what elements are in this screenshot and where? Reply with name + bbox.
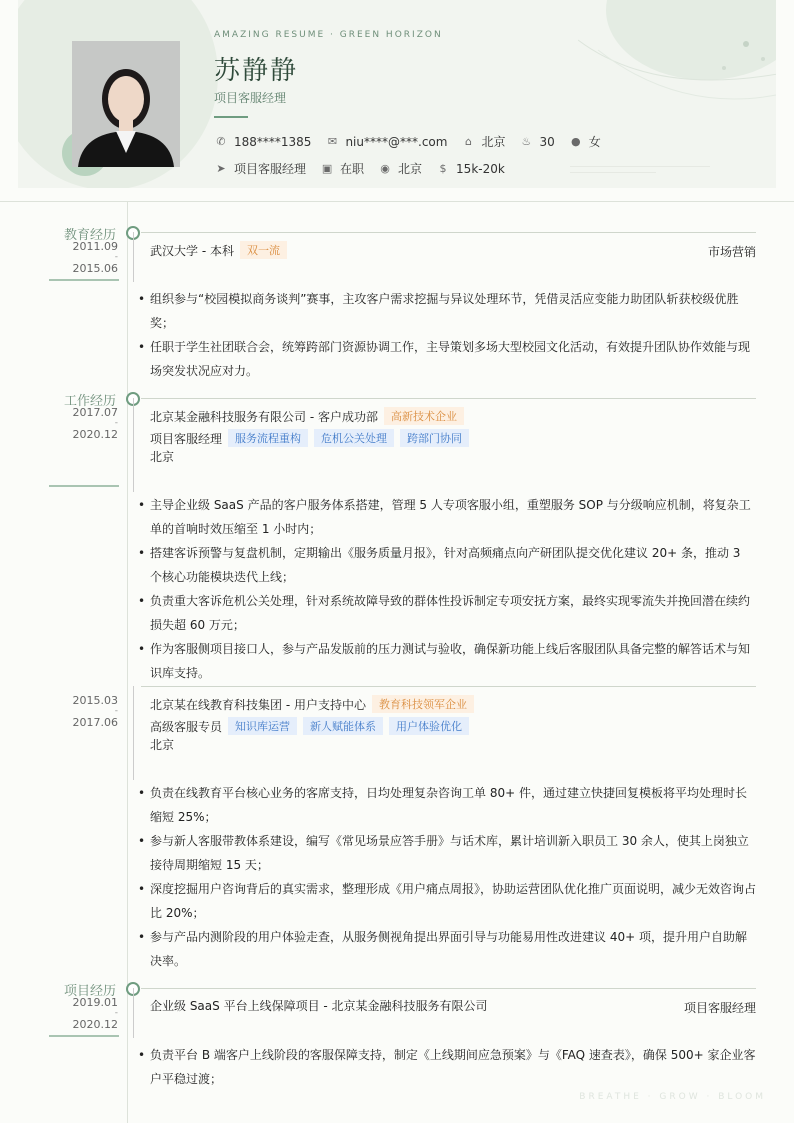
list-item: • 搭建客诉预警与复盘机制，定期输出《服务质量月报》，针对高频痛点向产研团队提交优化建议 20+ 条，推动 3 个核心功能模块迭代上线； xyxy=(138,546,741,584)
company-name: 北京某在线教育科技集团 - 用户支持中心 xyxy=(150,697,366,712)
list-item: • 参与产品内测阶段的用户体验走查，从服务侧视角提出界面引导与功能易用性改进建议 40+ 项，提升用户自助解决率。 xyxy=(138,930,747,968)
decor-line xyxy=(570,166,710,167)
job-header xyxy=(150,695,474,713)
education-header xyxy=(150,241,287,259)
project-name: 企业级 SaaS 平台上线保障项目 - 北京某金融科技服务有限公司 xyxy=(150,999,488,1013)
section-title-education: 教育经历 xyxy=(63,228,116,243)
entry-bar xyxy=(133,686,134,780)
skill-tag: 新人赋能体系 xyxy=(303,717,383,735)
tagline: AMAZING RESUME · GREEN HORIZON xyxy=(214,30,443,40)
info-row-2 xyxy=(214,160,505,177)
footer-motto: BREATHE · GROW · BLOOM xyxy=(579,1092,766,1102)
home-icon: ⌂ xyxy=(464,135,472,148)
list-item: • 任职于学生社团联合会，统筹跨部门资源协调工作，主导策划多场大型校园文化活动，有效提升团队协作效能与现场突发状况应对力。 xyxy=(138,340,751,378)
mail-icon: ✉ xyxy=(327,135,338,148)
job-header xyxy=(150,407,464,425)
target-position-info: ➤ 项目客服经理 xyxy=(214,160,306,177)
phone-info: ✆ 188****1385 xyxy=(214,133,311,150)
city-info: ◉ 北京 xyxy=(378,160,422,177)
list-item: • 主导企业级 SaaS 产品的客户服务体系搭建，管理 5 人专项客服小组，重塑服务 SOP 与分级响应机制，将复杂工单的首响时效压缩至 1 小时内； xyxy=(138,498,751,536)
job-city: 北京 xyxy=(150,450,175,464)
skill-tag: 知识库运营 xyxy=(228,717,297,735)
list-item: • 组织参与“校园模拟商务谈判”赛事，主攻客户需求挖掘与异议处理环节，凭借灵活应变能力助团队斩获校级优胜奖； xyxy=(138,292,739,330)
home-info: ⌂ 北京 xyxy=(461,133,505,150)
send-icon: ➤ xyxy=(216,162,226,175)
skill-tag: 跨部门协同 xyxy=(400,429,469,447)
money-icon: $ xyxy=(439,162,447,175)
header-divider xyxy=(0,201,794,202)
salary-info: $ 15k-20k xyxy=(436,160,505,177)
decor-line xyxy=(570,172,656,173)
section-title-work: 工作经历 xyxy=(63,394,116,409)
job-position: 项目客服经理 xyxy=(150,431,223,446)
email-info: ✉ niu****@***.com xyxy=(325,133,447,150)
skill-tag: 危机公关处理 xyxy=(314,429,394,447)
info-row-1 xyxy=(214,133,601,150)
company-badge: 教育科技领军企业 xyxy=(372,695,474,713)
list-item: • 负责在线教育平台核心业务的客席支持，日均处理复杂咨询工单 80+ 件，通过建立快捷回复模板将平均处理时长缩短 25%； xyxy=(138,786,747,824)
project-dates: 2019.01 - 2020.12 xyxy=(72,996,118,1031)
company-name: 北京某金融科技服务有限公司 - 客户成功部 xyxy=(150,409,378,424)
entry-bar xyxy=(133,398,134,492)
section-underline xyxy=(49,1035,119,1037)
school-badge: 双一流 xyxy=(240,241,287,259)
age-info: ♨ 30 xyxy=(519,133,554,150)
list-item: • 参与新人客服带教体系建设，编写《常见场景应答手册》与话术库，累计培训新入职员工 30 余人，使其上岗独立接待周期缩短 15 天； xyxy=(138,834,749,872)
briefcase-icon: ▣ xyxy=(321,162,333,175)
location-icon: ◉ xyxy=(380,162,390,175)
entry-bar xyxy=(133,988,134,1038)
project-role: 项目客服经理 xyxy=(683,1001,756,1015)
title-underline xyxy=(214,116,248,118)
section-underline xyxy=(49,485,119,487)
education-major: 市场营销 xyxy=(707,245,756,259)
candidate-name: 苏静静 xyxy=(214,56,299,86)
gender-icon: ● xyxy=(570,135,581,148)
school-name: 武汉大学 - 本科 xyxy=(150,243,234,258)
section-underline xyxy=(49,279,119,281)
entry-divider xyxy=(141,988,756,989)
section-title-projects: 项目经历 xyxy=(63,984,116,999)
job-position: 高级客服专员 xyxy=(150,719,223,734)
skill-tag: 用户体验优化 xyxy=(389,717,469,735)
candidate-title: 项目客服经理 xyxy=(214,91,287,105)
gender-info: ● 女 xyxy=(569,133,601,150)
list-item: • 深度挖掘用户咨询背后的真实需求，整理形成《用户痛点周报》，协助运营团队优化推广页面说明，减少无效咨询占比 20%； xyxy=(138,882,757,920)
decor-curves xyxy=(578,30,776,120)
phone-icon: ✆ xyxy=(216,135,226,148)
entry-divider xyxy=(141,232,756,233)
job-dates: 2015.03 - 2017.06 xyxy=(72,694,118,729)
cake-icon: ♨ xyxy=(521,135,532,148)
skill-tag: 服务流程重构 xyxy=(228,429,308,447)
list-item: • 作为客服侧项目接口人，参与产品发版前的压力测试与验收，确保新功能上线后客服团队具备完整的解答话术与知识库支持。 xyxy=(138,642,751,680)
education-dates: 2011.09 - 2015.06 xyxy=(72,240,118,275)
profile-photo xyxy=(72,41,180,167)
list-item: • 负责重大客诉危机公关处理，针对系统故障导致的群体性投诉制定专项安抚方案，最终实现零流失并挽回潜在续约损失超 60 万元； xyxy=(138,594,751,632)
job-position-row xyxy=(150,717,469,735)
status-info: ▣ 在职 xyxy=(321,162,365,176)
job-position-row xyxy=(150,429,469,447)
list-item: • 负责平台 B 端客户上线阶段的客服保障支持，制定《上线期间应急预案》与《FAQ 速查表》，确保 500+ 家企业客户平稳过渡； xyxy=(138,1048,756,1086)
company-badge: 高新技术企业 xyxy=(384,407,464,425)
job-city: 北京 xyxy=(150,738,175,752)
entry-bar xyxy=(133,232,134,282)
entry-divider xyxy=(141,398,756,399)
job-dates: 2017.07 - 2020.12 xyxy=(72,406,118,441)
entry-divider xyxy=(141,686,756,687)
